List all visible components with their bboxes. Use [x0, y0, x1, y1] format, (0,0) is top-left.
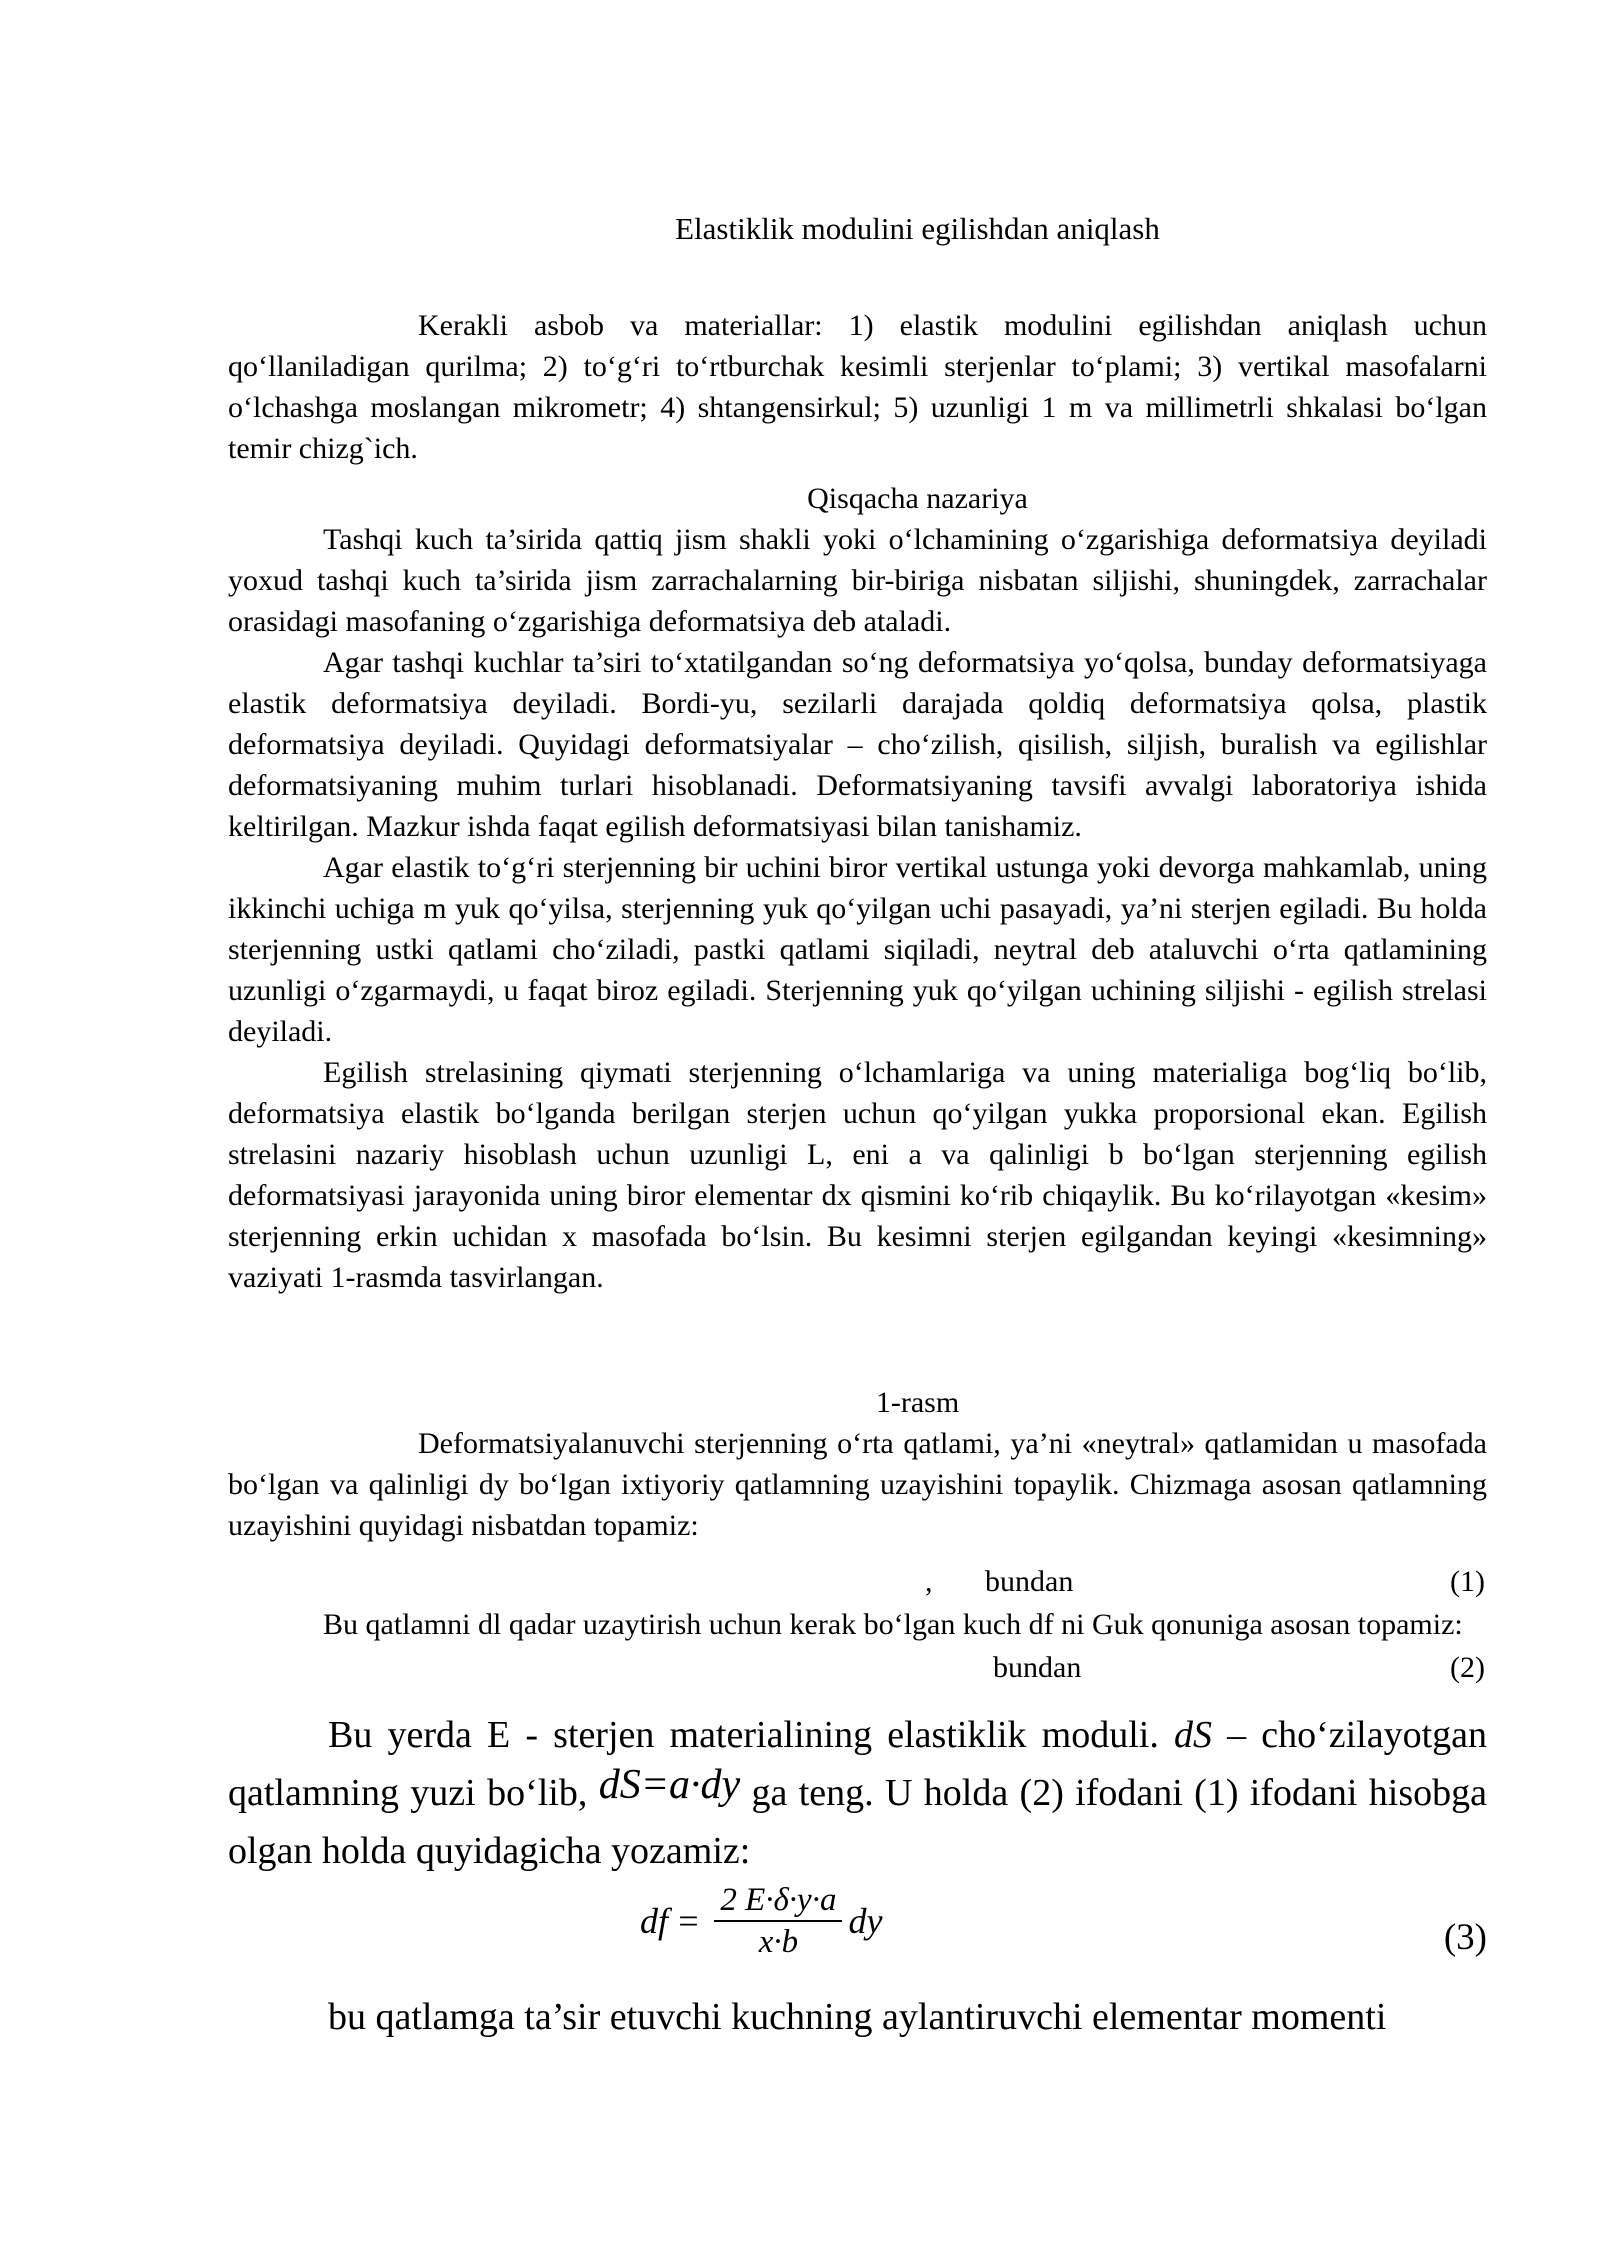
figure-caption: 1-rasm	[875, 1386, 960, 1419]
equation-2-number: (2)	[1450, 1651, 1485, 1684]
equation-3-number: (3)	[1443, 1917, 1487, 1958]
formula-equals: =	[676, 1901, 701, 1942]
formula-numerator: 2 E·δ·y·a	[714, 1882, 842, 1922]
inline-formula-ds: dS=a·dy	[598, 1762, 741, 1808]
paragraph-strela: Egilish strelasining qiymati sterjenning o‘lchamlariga va uning materialiga bog‘liq bo‘lib, deformatsiya elastik bo‘lganda berilgan sterjen uchun qo‘yilgan yukka proporsional ekan. Egilish strelasini nazariy hisoblash uchun uzunligi L, eni a va qalinligi b bo‘lgan sterjenning egilish deformatsiyasi jarayonida uning biror elementar dx qismini ko‘rib chiqaylik. Bu ko‘rilayotgan «kesim» sterjenning erkin uchidan x masofada bo‘lsin. Bu kesimni sterjen egilgandan keyingi «kesimning» vaziyati 1-rasmda tasvirlangan.	[228, 1056, 1487, 1294]
paragraph-bending: Agar elastik to‘g‘ri sterjenning bir uchini biror vertikal ustunga yoki devorga mahkamlab, uning ikkinchi uchiga m yuk qo‘yilsa, sterjenning yuk qo‘yilgan uchi pasayadi, ya’ni sterjen egiladi. Bu holda sterjenning ustki qatlami cho‘ziladi, pastki qatlami siqiladi, neytral deb ataluvchi o‘rta qatlamining uzunligi o‘zgarmaydi, u faqat biroz egiladi. Sterjenning yuk qo‘yilgan uchining siljishi - egilish strelasi deyiladi.	[228, 851, 1487, 1048]
equation-line-2	[228, 1645, 1487, 1690]
ds-symbol: dS	[1173, 1714, 1212, 1756]
paragraph-materials: Kerakli asbob va materiallar: 1) elastik modulini egilishdan aniqlash uchun qo‘llaniladigan qurilma; 2) to‘g‘ri to‘rtburchak kesimli sterjenlar to‘plami; 3) vertikal masofalarni o‘lchashga moslangan mikrometr; 4) shtangensirkul; 5) uzunligi 1 m va millimetrli shkalasi bo‘lgan temir chizg`ich.	[228, 309, 1487, 465]
equation-2-label: bundan	[993, 1651, 1082, 1684]
formula-fraction	[714, 1882, 842, 1961]
equation-1-label: bundan	[985, 1565, 1074, 1598]
formula-df	[640, 1882, 882, 1961]
page-title: Elastiklik modulini egilishdan aniqlash	[675, 211, 1160, 246]
elastic-modulus-text-1: Bu yerda E - sterjen materialining elastiklik moduli.	[328, 1714, 1174, 1756]
paragraph-elastic-modulus	[228, 1706, 1487, 1880]
paragraph-moment: bu qatlamga ta’sir etuvchi kuchning aylantiruvchi elementar momenti	[328, 1996, 1387, 2038]
paragraph-guk-law: Bu qatlamni dl qadar uzaytirish uchun kerak bo‘lgan kuch df ni Guk qonuniga asosan topamiz:	[323, 1608, 1463, 1641]
elastic-modulus-text-3: ga teng. U holda (2) ifodani (1) ifodani hisobga olgan holda quyidagicha yozamiz:	[228, 1772, 1487, 1872]
formula-denominator: x·b	[758, 1924, 799, 1961]
paragraph-neutral-layer: Deformatsiyalanuvchi sterjenning o‘rta qatlami, ya’ni «neytral» qatlamidan u masofada bo‘lgan va qalinligi dy bo‘lgan ixtiyoriy qatlamning uzayishini topaylik. Chizmaga asosan qatlamning uzayishini quyidagi nisbatdan topamiz:	[228, 1427, 1487, 1542]
equation-line-1	[228, 1559, 1487, 1604]
heading-theory: Qisqacha nazariya	[807, 482, 1028, 515]
formula-lhs: df	[640, 1901, 669, 1942]
paragraph-elastic-plastic: Agar tashqi kuchlar ta’siri to‘xtatilgandan so‘ng deformatsiya yo‘qolsa, bunday deformatsiyaga elastik deformatsiya deyiladi. Bordi-yu, sezilarli darajada qoldiq deformatsiya qolsa, plastik deformatsiya deyiladi. Quyidagi deformatsiyalar – cho‘zilish, qisilish, siljish, buralish va egilishlar deformatsiyaning muhim turlari hisoblanadi. Deformatsiyaning tavsifi avvalgi laboratoriya ishida keltirilgan. Mazkur ishda faqat egilish deformatsiyasi bilan tanishamiz.	[228, 646, 1487, 843]
equation-3-block	[228, 1882, 1487, 1970]
equation-1-comma: ,	[925, 1565, 933, 1598]
paragraph-deformation-definition: Tashqi kuch ta’sirida qattiq jism shakli yoki o‘lchamining o‘zgarishiga deformatsiya deyiladi yoxud tashqi kuch ta’sirida jism zarrachalarning bir-biriga nisbatan siljishi, shuningdek, zarrachalar orasidagi masofaning o‘zgarishiga deformatsiya deb ataladi.	[228, 523, 1487, 638]
equation-1-number: (1)	[1450, 1565, 1485, 1598]
document-content	[228, 208, 1487, 2046]
formula-rhs: dy	[848, 1901, 883, 1942]
elastic-modulus-text-2: – cho‘zilayotgan qatlamning yuzi bo‘lib,	[228, 1714, 1488, 1814]
